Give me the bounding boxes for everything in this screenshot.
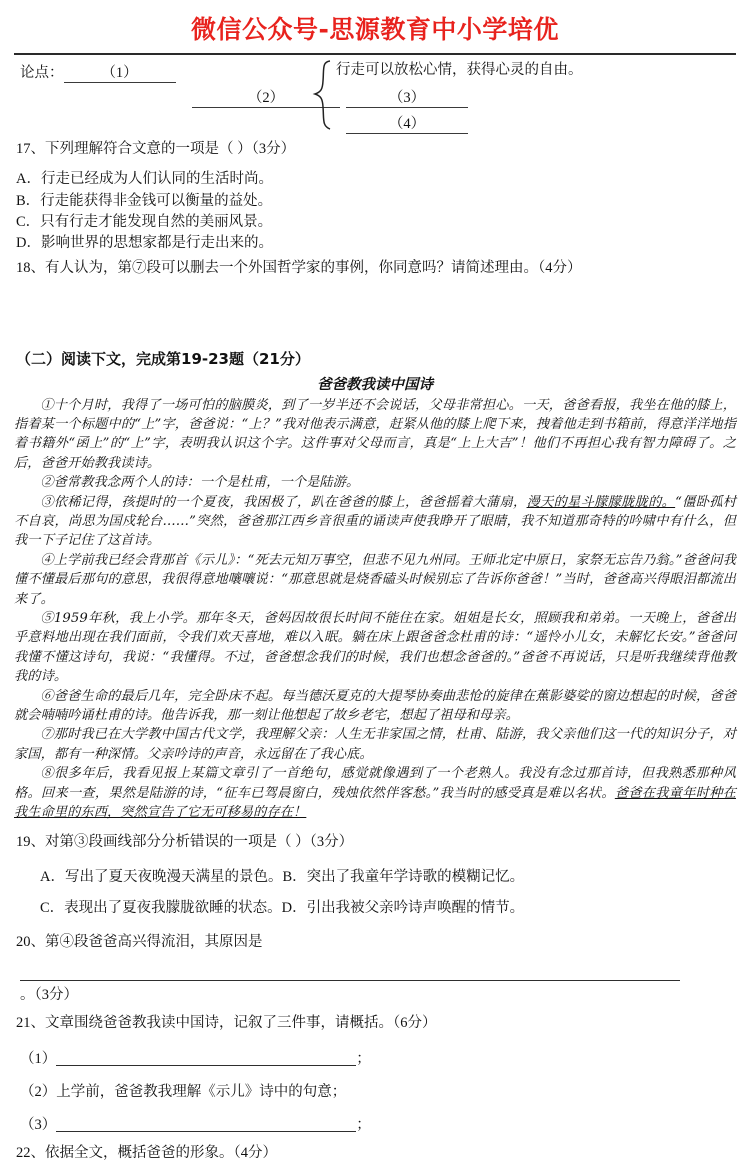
option-a[interactable]: A．写出了夏天夜晚漫天满星的景色。 <box>40 869 283 886</box>
question-19-stem: 19、对第③段画线部分分析错误的一项是（ ）（3分） <box>16 833 354 850</box>
argument-outline-diagram <box>14 59 736 135</box>
option-row-ab <box>40 862 736 892</box>
paragraph-1: ①十个月时，我得了一场可怕的脑膜炎，到了一岁半还不会说话，父母非常担心。一天，爸爸看报，我坐在他的膝上，指着某一个标题中的“上”字，爸爸说：“上？”我对他表示满意，赶紧从他的膝上爬下来，拽着他走到书箱前，得意洋洋地指着书籍外“函上”的“上”字，表明我认识这个字。这件事对父母而言，真是“上上大吉”！他们不再担心我有智力障碍了。之后，爸爸开始教我读诗。 <box>14 397 736 471</box>
outline-item-1: 行走可以放松心情，获得心灵的自由。 <box>336 62 583 78</box>
question-20-tail: 。（3分） <box>20 986 78 1003</box>
option-b[interactable]: B．行走能获得非金钱可以衡量的益处。 <box>16 192 273 209</box>
blank-3: （3） <box>346 89 468 108</box>
outline-item-3 <box>346 115 468 134</box>
blank-1: （1） <box>64 64 176 83</box>
curly-brace-icon <box>312 59 334 133</box>
paragraph-6: ⑥爸爸生命的最后几年，完全卧床不起。每当德沃夏克的大提琴协奏曲悲怆的旋律在蕉影婆娑的窗边想起的时候，爸爸就会喃喃吟诵杜甫的诗。他告诉我，那一刻让他想起了故乡老宅，想起了祖母和母亲。 <box>14 688 736 724</box>
paragraph-5: ⑤1959年秋，我上小学。那年冬天，爸妈因故很长时间不能住在家。姐姐是长女，照顾我和弟弟。一天晚上，爸爸出乎意料地出现在我们面前，令我们欢天喜地，难以入眠。躺在床上跟爸爸念杜甫的诗：“遥怜小儿女，未解忆长安。”爸爸问我懂不懂这诗句，我说：“我懂得。不过，爸爸想念我们的时候，我们也想念爸爸的。”爸爸不再说话，只是听我继续背他教我的诗。 <box>14 611 736 685</box>
question-21-item-1 <box>20 1047 736 1068</box>
question-20-answer-row <box>20 966 736 1004</box>
option-b[interactable]: B．突出了我童年学诗歌的模糊记忆。 <box>282 869 525 886</box>
answer-blank-21-3[interactable] <box>56 1130 356 1132</box>
question-21-item-2: （2）上学前，爸爸教我理解《示儿》诗中的句意； <box>20 1083 347 1100</box>
header-divider <box>14 53 736 55</box>
question-21-stem: 21、文章围绕爸爸教我读中国诗，记叙了三件事，请概括。（6分） <box>16 1014 437 1031</box>
blank-2: （2） <box>192 89 340 108</box>
thesis-label: 论点： <box>20 65 64 81</box>
option-a[interactable]: A．行走已经成为人们认同的生活时尚。 <box>16 171 273 188</box>
paragraph-7: ⑦那时我已在大学教中国古代文学，我理解父亲：人生无非家国之情，杜甫、陆游，我父亲他们这一代的知识分子，对家国，都有一种深情。父亲吟诗的声音，永远留在了我心底。 <box>14 727 736 762</box>
item-3-label: （3） <box>20 1116 57 1133</box>
option-d[interactable]: D．影响世界的思想家都是行走出来的。 <box>16 234 273 251</box>
question-17-stem: 17、下列理解符合文意的一项是（ ）（3分） <box>16 141 296 157</box>
thesis-row <box>20 61 176 83</box>
answer-space-18 <box>14 280 736 342</box>
question-18-stem: 18、有人认为，第⑦段可以删去一个外国哲学家的事例，你同意吗？请简述理由。（4分） <box>16 260 582 277</box>
question-20-stem: 20、第④段爸爸高兴得流泪，其原因是 <box>16 934 263 951</box>
article-title: 爸爸教我读中国诗 <box>317 375 433 393</box>
paragraph-8 <box>14 764 736 822</box>
option-row-cd <box>40 893 736 923</box>
article-body <box>14 396 736 823</box>
question-17-options <box>16 169 736 254</box>
paragraph-3 <box>14 493 736 551</box>
question-19-options <box>40 862 736 923</box>
outline-item-2 <box>346 89 468 108</box>
paragraph-4: ④上学前我已经会背那首《示儿》：“死去元知万事空，但悲不见九州同。王师北定中原日，家祭无忘告乃翁。”爸爸问我懂不懂最后那句的意思，我很得意地嚷嚷说：“那意思就是烧香磕头时候别忘了告诉你爸爸！”当时，爸爸高兴得眼泪都流出来了。 <box>14 552 736 607</box>
item-1-tail: ； <box>356 1050 371 1067</box>
question-21-item-3 <box>20 1113 736 1134</box>
question-22-stem: 22、依据全文，概括爸爸的形象。（4分） <box>16 1144 277 1161</box>
watermark-header: 微信公众号-思源教育中小学培优 <box>191 15 559 44</box>
option-d[interactable]: D．引出我被父亲吟诗声唤醒的情节。 <box>281 899 525 916</box>
para8-part-a: ⑧很多年后，我看见报上某篇文章引了一首绝句，感觉就像遇到了一个老熟人。我没有念过那首诗，但我熟悉那种风格。回来一查，果然是陆游的诗，“征车已驾晨窗白，残烛依然伴客愁。”我当时的感受真是难以名状。 <box>14 766 736 801</box>
option-c[interactable]: C．表现出了夏夜我朦胧欲睡的状态。 <box>40 899 282 916</box>
spacer <box>14 160 736 167</box>
answer-blank-20[interactable] <box>20 979 680 981</box>
para8-underlined: 爸爸在我童年时种在我生命里的东西，突然宣告了它无可移易的存在！ <box>14 785 736 821</box>
blank-4: （4） <box>346 115 468 134</box>
answer-blank-21-1[interactable] <box>56 1064 356 1066</box>
paragraph-2: ②爸常教我念两个人的诗：一个是杜甫，一个是陆游。 <box>40 475 360 491</box>
section-heading: （二）阅读下文，完成第19-23题（21分） <box>16 349 310 368</box>
option-c[interactable]: C．只有行走才能发现自然的美丽风景。 <box>16 213 273 230</box>
para3-part-b: “僵卧孤村不自哀，尚思为国戍轮台……”突然，爸爸那江西乡音很重的诵读声使我睁开了眼睛，我不知道那奇特的吟啸中有什么，但我一下子记住了这首诗。 <box>14 494 736 549</box>
item-1-label: （1） <box>20 1050 57 1067</box>
item-3-tail: ； <box>356 1116 371 1133</box>
para3-part-a: ③依稀记得，孩提时的一个夏夜，我困极了，趴在爸爸的膝上，爸爸摇着大蒲扇， <box>40 494 527 510</box>
para3-underlined: 漫天的星斗朦朦胧胧的。 <box>526 494 676 510</box>
